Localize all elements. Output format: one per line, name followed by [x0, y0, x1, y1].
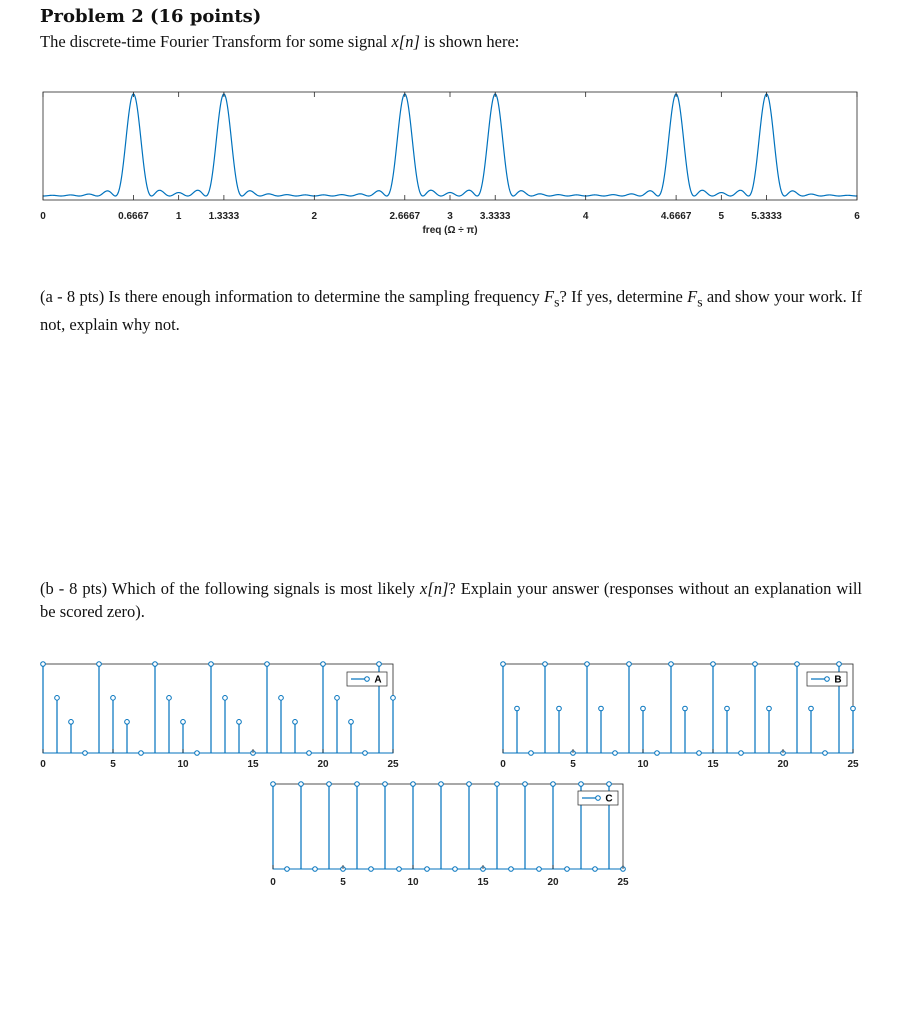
dtft-tick-label: 1.3333: [208, 211, 240, 222]
stem-marker: [425, 867, 430, 872]
stem-marker: [355, 782, 360, 787]
stem-marker: [767, 706, 772, 711]
stem-marker: [543, 662, 548, 667]
stem-marker: [299, 782, 304, 787]
stem-axes-box: [43, 664, 393, 753]
legend-b: [807, 672, 847, 686]
dtft-chart: [40, 92, 860, 236]
stem-marker: [697, 751, 702, 756]
stem-marker: [125, 720, 130, 725]
stem-marker: [467, 782, 472, 787]
intro-text-pre: The discrete-time Fourier Transform for some signal: [40, 32, 392, 51]
legend-c: [578, 791, 618, 805]
stem-marker: [823, 751, 828, 756]
stem-marker: [209, 662, 214, 667]
stem-marker: [579, 782, 584, 787]
legend-a: [347, 672, 387, 686]
stem-marker: [69, 720, 74, 725]
part-a-sub2: s: [697, 294, 703, 310]
stem-marker: [509, 867, 514, 872]
stem-marker: [327, 782, 332, 787]
stem-marker: [265, 662, 270, 667]
stem-marker: [55, 696, 60, 701]
legend-marker: [365, 677, 370, 682]
stem-marker: [655, 751, 660, 756]
stem-chart-b: [500, 662, 859, 770]
stem-marker: [307, 751, 312, 756]
stem-marker: [377, 662, 382, 667]
stem-marker: [641, 706, 646, 711]
stem-marker: [501, 662, 506, 667]
stem-marker: [809, 706, 814, 711]
stem-marker: [593, 867, 598, 872]
stem-tick-label: 10: [407, 877, 419, 888]
intro-signal-var: x[n]: [391, 32, 420, 51]
stem-marker: [41, 662, 46, 667]
stem-tick-label: 25: [847, 759, 859, 770]
stem-marker: [557, 706, 562, 711]
stem-marker: [537, 867, 542, 872]
stem-tick-label: 15: [247, 759, 259, 770]
stem-marker: [181, 720, 186, 725]
stem-marker: [495, 782, 500, 787]
stem-marker: [321, 662, 326, 667]
part-b-text-pre: (b - 8 pts) Which of the following signals is most likely: [40, 579, 420, 598]
dtft-tick-label: 0.6667: [118, 211, 149, 222]
stem-marker: [279, 696, 284, 701]
stem-tick-label: 20: [317, 759, 329, 770]
part-a-text-post: and show your work. If not, explain why not.: [40, 287, 862, 335]
stem-marker: [411, 782, 416, 787]
stem-marker: [523, 782, 528, 787]
dtft-tick-label: 2: [311, 211, 318, 222]
stem-marker: [335, 696, 340, 701]
stem-tick-label: 25: [387, 759, 399, 770]
stem-marker: [167, 696, 172, 701]
problem-title: Problem 2 (16 points): [40, 6, 262, 27]
stem-marker: [313, 867, 318, 872]
dtft-tick-label: 3: [447, 211, 453, 222]
stem-marker: [607, 782, 612, 787]
dtft-tick-label: 3.3333: [479, 211, 511, 222]
dtft-tick-label: 5: [718, 211, 725, 222]
stem-marker: [363, 751, 368, 756]
stem-marker: [669, 662, 674, 667]
stem-marker: [599, 706, 604, 711]
dtft-xlabel: freq (Ω ÷ π): [422, 225, 478, 236]
legend-marker: [596, 796, 601, 801]
stem-tick-label: 5: [110, 759, 116, 770]
stem-marker: [851, 706, 856, 711]
stem-marker: [683, 706, 688, 711]
stem-marker: [439, 782, 444, 787]
stem-marker: [83, 751, 88, 756]
legend-label: A: [374, 674, 382, 686]
stem-marker: [711, 662, 716, 667]
stem-marker: [585, 662, 590, 667]
dtft-tick-label: 0: [40, 211, 46, 222]
stem-marker: [195, 751, 200, 756]
stem-chart-c: [270, 782, 629, 888]
stem-marker: [285, 867, 290, 872]
stem-marker: [237, 720, 242, 725]
dtft-tick-label: 2.6667: [389, 211, 421, 222]
part-a-sub1: s: [554, 294, 560, 310]
stem-marker: [515, 706, 520, 711]
legend-label: B: [834, 674, 842, 686]
stem-tick-label: 10: [637, 759, 649, 770]
stem-tick-label: 0: [500, 759, 506, 770]
stem-marker: [397, 867, 402, 872]
stem-marker: [551, 782, 556, 787]
stem-tick-label: 25: [617, 877, 629, 888]
legend-label: C: [605, 793, 613, 805]
stem-marker: [223, 696, 228, 701]
stem-marker: [795, 662, 800, 667]
stem-tick-label: 15: [707, 759, 719, 770]
stem-marker: [837, 662, 842, 667]
stem-marker: [453, 867, 458, 872]
stem-chart-a: [40, 662, 399, 770]
stem-tick-label: 20: [777, 759, 789, 770]
stem-marker: [627, 662, 632, 667]
part-a-text-pre: (a - 8 pts) Is there enough information to determine the sampling frequency: [40, 287, 545, 306]
stem-tick-label: 0: [40, 759, 46, 770]
stem-marker: [725, 706, 730, 711]
dtft-tick-label: 5.3333: [751, 211, 782, 222]
stem-marker: [111, 696, 116, 701]
stem-marker: [613, 751, 618, 756]
stem-marker: [349, 720, 354, 725]
stem-marker: [153, 662, 158, 667]
stem-tick-label: 20: [547, 877, 559, 888]
stem-marker: [529, 751, 534, 756]
stem-marker: [753, 662, 758, 667]
part-a-var1: F: [544, 287, 555, 306]
stem-marker: [97, 662, 102, 667]
dtft-tick-label: 4: [582, 211, 589, 222]
dtft-tick-label: 4.6667: [660, 211, 692, 222]
stem-axes-box: [503, 664, 853, 753]
stem-marker: [369, 867, 374, 872]
stem-marker: [739, 751, 744, 756]
dtft-tick-label: 6: [854, 211, 860, 222]
dtft-magnitude-curve: [43, 94, 857, 196]
intro-text-post: is shown here:: [419, 32, 520, 51]
stem-marker: [139, 751, 144, 756]
stem-axes-box: [273, 784, 623, 869]
legend-marker: [825, 677, 830, 682]
part-a-text-mid: ? If yes, determine: [559, 287, 688, 306]
stem-marker: [271, 782, 276, 787]
part-b-text-post: ? Explain your answer (responses without an explanation will be scored zero).: [40, 579, 862, 621]
stem-tick-label: 0: [270, 877, 276, 888]
stem-marker: [383, 782, 388, 787]
stem-marker: [391, 696, 396, 701]
stem-tick-label: 15: [477, 877, 489, 888]
part-a-var2: F: [687, 287, 698, 306]
dtft-axes-box: [43, 92, 857, 200]
stem-tick-label: 5: [570, 759, 576, 770]
dtft-tick-label: 1: [175, 211, 182, 222]
part-b-signal-var: x[n]: [420, 579, 449, 598]
stem-tick-label: 10: [177, 759, 189, 770]
stem-tick-label: 5: [340, 877, 346, 888]
stem-marker: [293, 720, 298, 725]
stem-marker: [565, 867, 570, 872]
